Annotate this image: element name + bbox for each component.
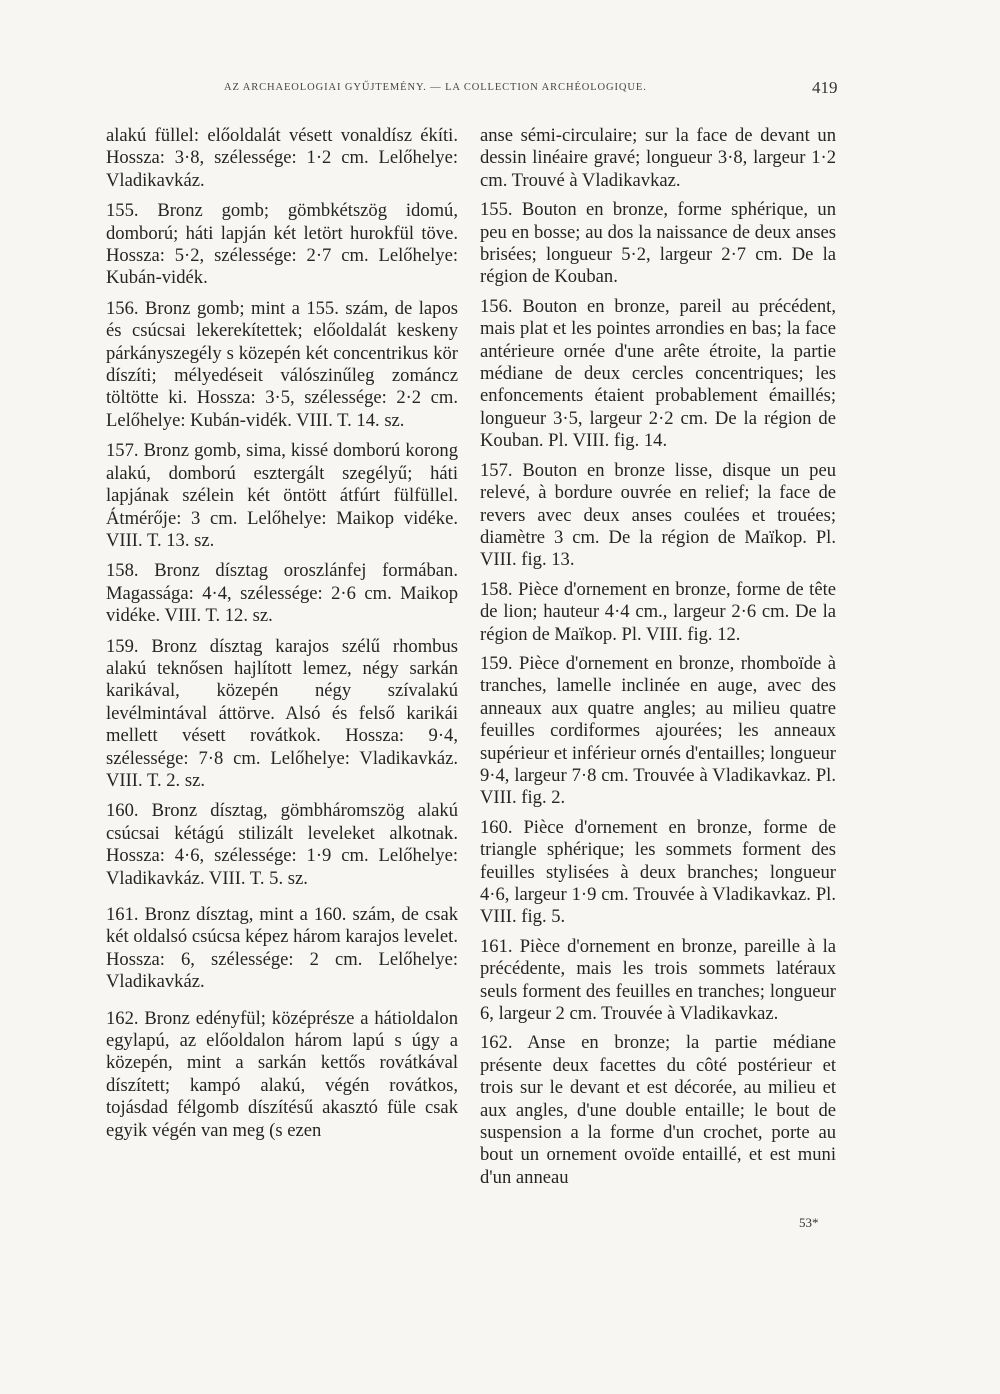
entry-158: 158. Bronz dísztag oroszlánfej formában. Magassága: 4·4, szélessége: 2·6 cm. Maikop vidéke. VIII. T. 12. sz. (106, 560, 458, 627)
entry-156: 156. Bouton en bronze, pareil au précédent, mais plat et les pointes arrondies en bas; la face antérieure ornée d'une arête étroite, la partie médiane de deux cercles concentriques; les enfoncements étaient probablement émaillés; longueur 3·5, largeur 2·2 cm. De la région de Kouban. Pl. VIII. fig. 14. (480, 295, 836, 452)
entry-155: 155. Bouton en bronze, forme sphérique, un peu en bosse; au dos la naissance de deux anses brisées; longueur 5·2, largeur 2·7 cm. De la région de Kouban. (480, 199, 836, 288)
entry-161: 161. Pièce d'ornement en bronze, pareille à la précédente, mais les trois sommets latéraux seuls forment des feuilles en tranches; longueur 6, largeur 2 cm. Trouvée à Vladikavkaz. (480, 935, 836, 1025)
hungarian-column (106, 125, 458, 1150)
entry-continuation: alakú füllel: előoldalát vésett vonaldísz ékíti. Hossza: 3·8, szélessége: 1·2 cm. Lelőhelye: Vladikavkáz. (106, 125, 458, 191)
entry-155: 155. Bronz gomb; gömbkétszög idomú, domború; háti lapján két letört hurokfül töve. Hossza: 5·2, szélessége: 2·7 cm. Lelőhelye: Kubán-vidék. (106, 200, 458, 289)
entry-159: 159. Bronz dísztag karajos szélű rhombus alakú teknősen hajlított lemez, négy sarkán karikával, közepén négy szívalakú levélmintával áttörve. Alsó és felső karikái mellett vésett rovátkok. Hossza: 9·4, szélessége: 7·8 cm. Lelőhelye: Vladikavkáz. VIII. T. 2. sz. (106, 635, 458, 791)
french-column (480, 125, 836, 1196)
entry-160: 160. Bronz dísztag, gömbháromszög alakú csúcsai kétágú stilizált leveleket alkotnak. Hossza: 4·6, szélessége: 1·9 cm. Lelőhelye: Vladikavkáz. VIII. T. 5. sz. (106, 800, 458, 889)
entry-157: 157. Bouton en bronze lisse, disque un peu relevé, à bordure ouvrée en relief; la face de revers avec deux anses coulées et trouées; diamètre 3 cm. De la région de Maïkop. Pl. VIII. fig. 13. (480, 459, 836, 571)
page-number: 419 (812, 78, 838, 97)
entry-157: 157. Bronz gomb, sima, kissé domború korong alakú, domború esztergált szegélyű; háti lapjának szélein két öntött átfúrt fülfüllel. Átmérője: 3 cm. Lelőhelye: Maikop vidéke. VIII. T. 13. sz. (106, 440, 458, 551)
entry-162: 162. Anse en bronze; la partie médiane présente deux facettes du côté postérieur et trois sur le devant et est décorée, au milieu et aux angles, d'une double entaille; le bout de suspension a la forme d'un crochet, porte au bout un ornement ovoïde entaillé, et est muni d'un anneau (480, 1032, 836, 1188)
entry-160: 160. Pièce d'ornement en bronze, forme de triangle sphérique; les sommets forment des feuilles stylisées à deux branches; longueur 4·6, largeur 1·9 cm. Trouvée à Vladikavkaz. Pl. VIII. fig. 5. (480, 816, 836, 928)
entry-158: 158. Pièce d'ornement en bronze, forme de tête de lion; hauteur 4·4 cm., largeur 2·6 cm. De la région de Maïkop. Pl. VIII. fig. 12. (480, 578, 836, 645)
entry-156: 156. Bronz gomb; mint a 155. szám, de lapos és csúcsai lekerekítettek; előoldalát keskeny párkányszegély s közepén két concentrikus kör díszíti; mélyedéseit válószinűleg zománcz töltötte ki. Hossza: 3·5, szélessége: 2·2 cm. Lelőhelye: Kubán-vidék. VIII. T. 14. sz. (106, 297, 458, 431)
signature-mark: 53* (799, 1215, 819, 1230)
entry-159: 159. Pièce d'ornement en bronze, rhomboïde à tranches, lamelle inclinée en auge, avec des anneaux aux quatre angles; au milieu quatre feuilles cordiformes ajourées; les anneaux supérieur et inférieur ornés d'entailles; longueur 9·4, largeur 7·8 cm. Trouvée à Vladikavkaz. Pl. VIII. fig. 2. (480, 652, 836, 809)
running-header (0, 78, 1000, 102)
entry-162: 162. Bronz edényfül; középrésze a hátioldalon egylapú, az előoldalon három lapú s úgy a közepén, mint a sarkán kettős rovátkával díszített; kampó alakú, végén rovátkos, tojásdad félgomb díszítésű akasztó füle csak egyik végén van meg (s ezen (106, 1007, 458, 1141)
entry-161: 161. Bronz dísztag, mint a 160. szám, de csak két oldalsó csúcsa képez három karajos levelet. Hossza: 6, szélessége: 2 cm. Lelőhelye: Vladikavkáz. (106, 904, 458, 993)
running-title: AZ ARCHAEOLOGIAI GYŰJTEMÉNY. — LA COLLECTION ARCHÉOLOGIQUE. (224, 82, 647, 93)
entry-continuation: anse sémi-circulaire; sur la face de devant un dessin linéaire gravé; longueur 3·8, largeur 1·2 cm. Trouvé à Vladikavkaz. (480, 125, 836, 191)
